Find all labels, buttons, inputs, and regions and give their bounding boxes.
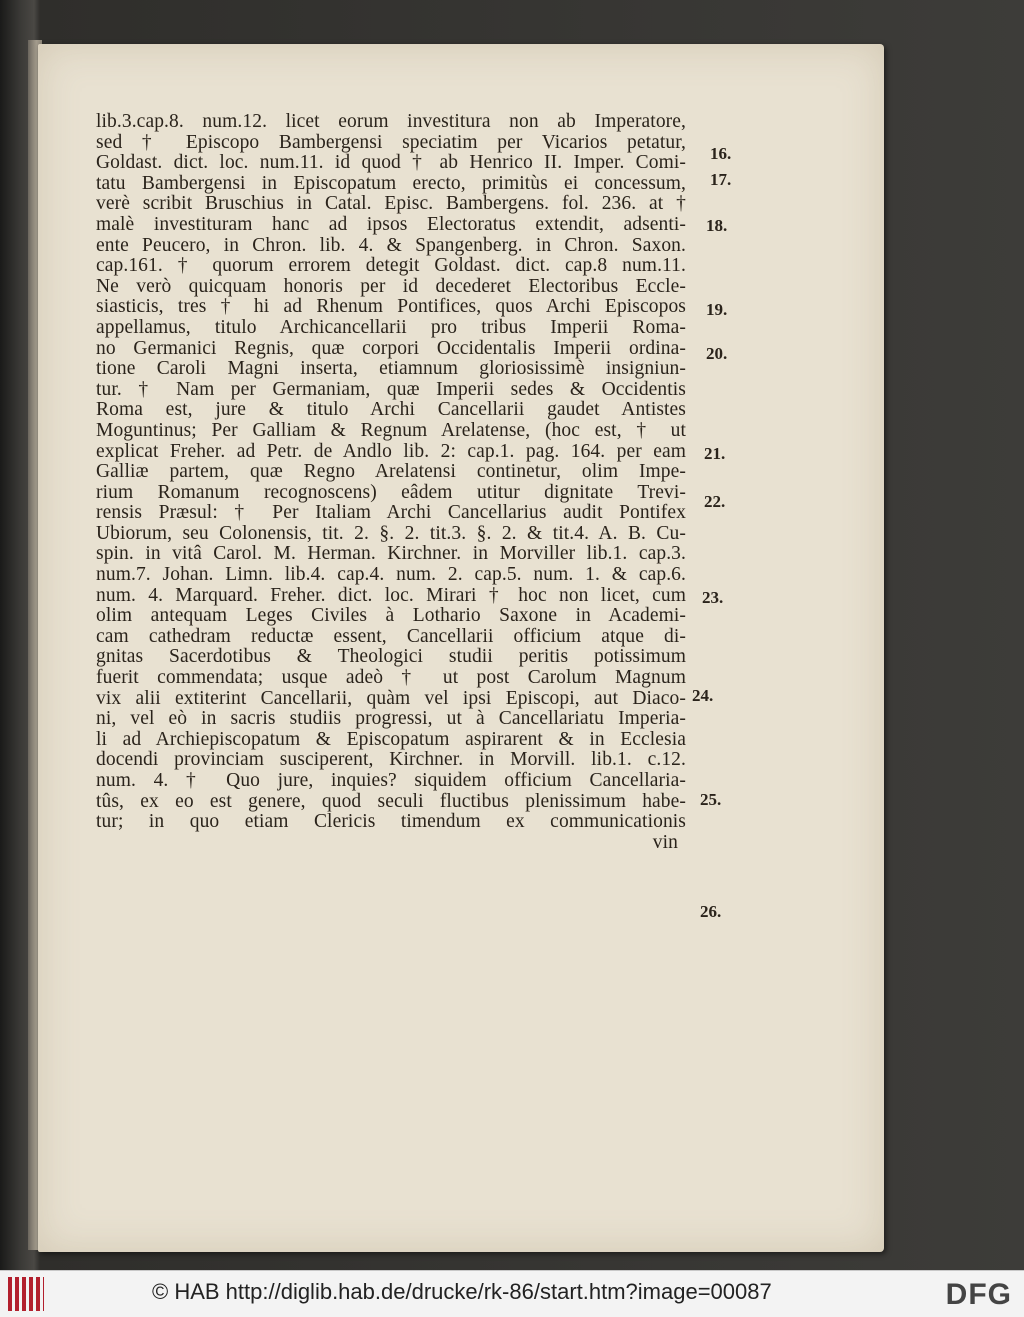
text-line: explicat Freher. ad Petr. de Andlo lib. 2: cap.1. pag. 164. per eam <box>96 441 686 462</box>
page-text-block <box>96 112 686 853</box>
margin-number: 16. <box>710 144 732 163</box>
text-line: Goldast. dict. loc. num.11. id quod † ab Henrico II. Imper. Comi- <box>96 153 686 174</box>
text-line: appellamus, titulo Archicancellarii pro tribus Imperii Roma- <box>96 317 686 338</box>
copyright-url[interactable]: © HAB http://diglib.hab.de/drucke/rk-86/start.htm?image=00087 <box>152 1279 772 1304</box>
text-line: sed † Episcopo Bambergensi speciatim per Vicarios petatur, <box>96 132 686 153</box>
text-line: lib.3.cap.8. num.12. licet eorum investitura non ab Imperatore, <box>96 112 686 132</box>
text-line: li ad Archiepiscopatum & Episcopatum aspirarent & in Ecclesia <box>96 729 686 750</box>
margin-number: 20. <box>706 344 728 363</box>
margin-number: 21. <box>704 444 726 463</box>
margin-number: 23. <box>702 588 724 607</box>
text-line: verè scribit Bruschius in Catal. Episc. Bambergens. fol. 236. at † <box>96 194 686 215</box>
margin-number: 25. <box>700 790 722 809</box>
text-line: cap.161. † quorum errorem detegit Goldast. dict. cap.8 num.11. <box>96 256 686 277</box>
text-line: vix alii extiterint Cancellarii, quàm vel ipsi Episcopi, aut Diaco- <box>96 688 686 709</box>
text-line: ente Peucero, in Chron. lib. 4. & Spangenberg. in Chron. Saxon. <box>96 235 686 256</box>
text-line: cam cathedram reductæ essent, Cancellarii officium atque di- <box>96 626 686 647</box>
text-line: Galliæ partem, quæ Regno Arelatensi continetur, olim Impe- <box>96 462 686 483</box>
text-line: tûs, ex eo est genere, quod seculi fluctibus plenissimum habe- <box>96 791 686 812</box>
text-line: spin. in vitâ Carol. M. Herman. Kirchner. in Morviller lib.1. cap.3. <box>96 544 686 565</box>
hab-logo-icon <box>8 1277 44 1311</box>
text-line: ni, vel eò in sacris studiis progressi, ut à Cancellariatu Imperia- <box>96 709 686 730</box>
text-line: rensis Præsul: † Per Italiam Archi Cancellarius audit Pontifex <box>96 503 686 524</box>
text-line: malè investituram hanc ad ipsos Electoratus extendit, adsenti- <box>96 214 686 235</box>
text-line: num.7. Johan. Limn. lib.4. cap.4. num. 2. cap.5. num. 1. & cap.6. <box>96 565 686 586</box>
margin-number: 18. <box>706 216 728 235</box>
text-line: tione Caroli Magni inserta, etiamnum gloriosissimè insigniun- <box>96 359 686 380</box>
text-line: no Germanici Regnis, quæ corpori Occidentalis Imperii ordina- <box>96 338 686 359</box>
text-line: tatu Bambergensi in Episcopatum erecto, primitùs ei concessum, <box>96 173 686 194</box>
text-line: docendi provinciam susciperent, Kirchner. in Morvill. lib.1. c.12. <box>96 750 686 771</box>
text-line: siasticis, tres † hi ad Rhenum Pontifices, quos Archi Episcopos <box>96 297 686 318</box>
text-line: Ne verò quicquam honoris per id decederet Electoribus Eccle- <box>96 276 686 297</box>
text-line: Ubiorum, seu Colonensis, tit. 2. §. 2. tit.3. §. 2. & tit.4. A. B. Cu- <box>96 523 686 544</box>
catchword: vin <box>652 832 678 853</box>
text-line: num. 4. Marquard. Freher. dict. loc. Mirari † hoc non licet, cum <box>96 585 686 606</box>
text-line: gnitas Sacerdotibus & Theologici studii peritis potissimum <box>96 647 686 668</box>
text-line: Roma est, jure & titulo Archi Cancellarii gaudet Antistes <box>96 400 686 421</box>
dfg-logo: DFG <box>945 1278 1012 1311</box>
text-line: num. 4. † Quo jure, inquies? siquidem officium Cancellaria- <box>96 771 686 791</box>
text-line: tur. † Nam per Germaniam, quæ Imperii sedes & Occidentis <box>96 379 686 400</box>
text-line: rium Romanum recognoscens) eâdem utitur dignitate Trevi- <box>96 482 686 503</box>
margin-number: 19. <box>706 300 728 319</box>
margin-numbers <box>692 112 760 992</box>
margin-number: 26. <box>700 902 722 921</box>
text-line: tur; in quo etiam Clericis timendum ex communicationis <box>96 812 686 833</box>
viewer-footer <box>0 1270 1024 1317</box>
text-line: fuerit commendata; usque adeò † ut post Carolum Magnum <box>96 668 686 689</box>
text-line: olim antequam Leges Civiles à Lothario Saxone in Academi- <box>96 606 686 627</box>
text-line: Moguntinus; Per Galliam & Regnum Arelatense, (hoc est, † ut <box>96 420 686 441</box>
margin-number: 24. <box>692 686 714 705</box>
margin-number: 17. <box>710 170 732 189</box>
margin-number: 22. <box>704 492 726 511</box>
